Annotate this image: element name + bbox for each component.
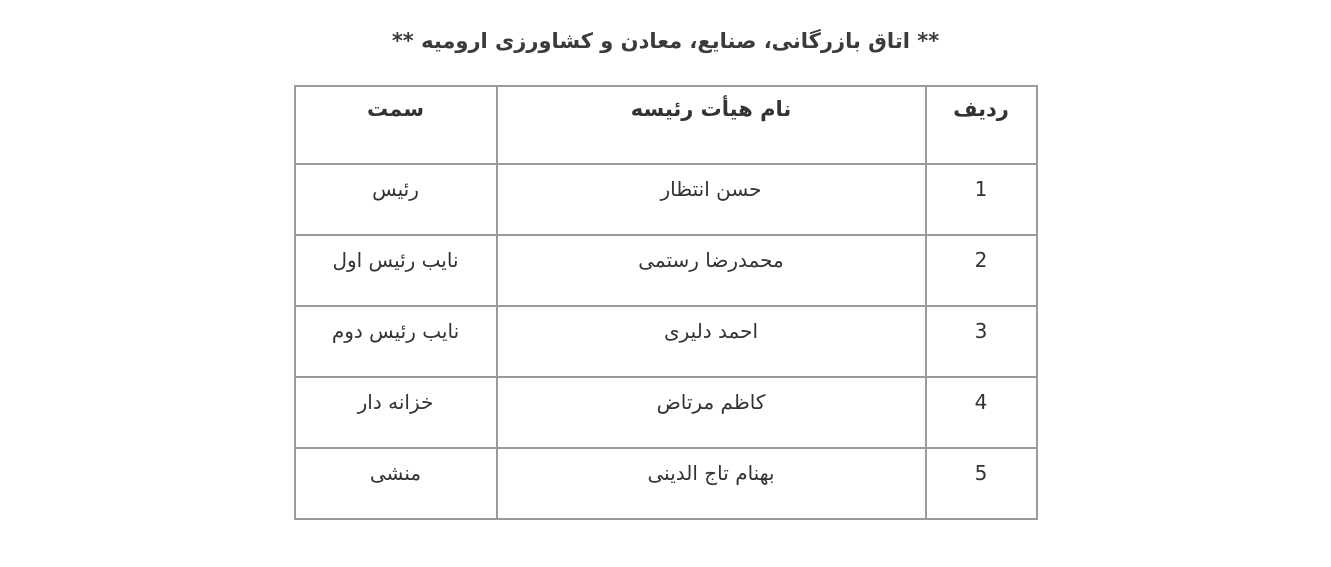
- table-row: [295, 377, 1037, 448]
- cell-row-number: 1: [926, 164, 1037, 235]
- table-row: [295, 235, 1037, 306]
- board-members-table: [294, 85, 1038, 520]
- cell-member-name: بهنام تاج الدینی: [497, 448, 926, 519]
- cell-position: رئیس: [295, 164, 497, 235]
- table-row: [295, 306, 1037, 377]
- table-row: [295, 448, 1037, 519]
- page-title: ** اتاق بازرگانی، صنایع، معادن و کشاورزی ارومیه **: [391, 29, 940, 53]
- header-position: سمت: [295, 86, 497, 164]
- header-row: [295, 86, 1037, 164]
- cell-member-name: کاظم مرتاض: [497, 377, 926, 448]
- table-row: [295, 164, 1037, 235]
- cell-row-number: 3: [926, 306, 1037, 377]
- cell-position: نایب رئیس اول: [295, 235, 497, 306]
- table-body: [295, 164, 1037, 519]
- cell-position: نایب رئیس دوم: [295, 306, 497, 377]
- header-row-number: ردیف: [926, 86, 1037, 164]
- cell-row-number: 4: [926, 377, 1037, 448]
- table-header: [295, 86, 1037, 164]
- cell-member-name: محمدرضا رستمی: [497, 235, 926, 306]
- cell-position: منشی: [295, 448, 497, 519]
- cell-row-number: 5: [926, 448, 1037, 519]
- cell-member-name: حسن انتظار: [497, 164, 926, 235]
- cell-member-name: احمد دلیری: [497, 306, 926, 377]
- cell-row-number: 2: [926, 235, 1037, 306]
- cell-position: خزانه دار: [295, 377, 497, 448]
- header-board-member-name: نام هیأت رئیسه: [497, 86, 926, 164]
